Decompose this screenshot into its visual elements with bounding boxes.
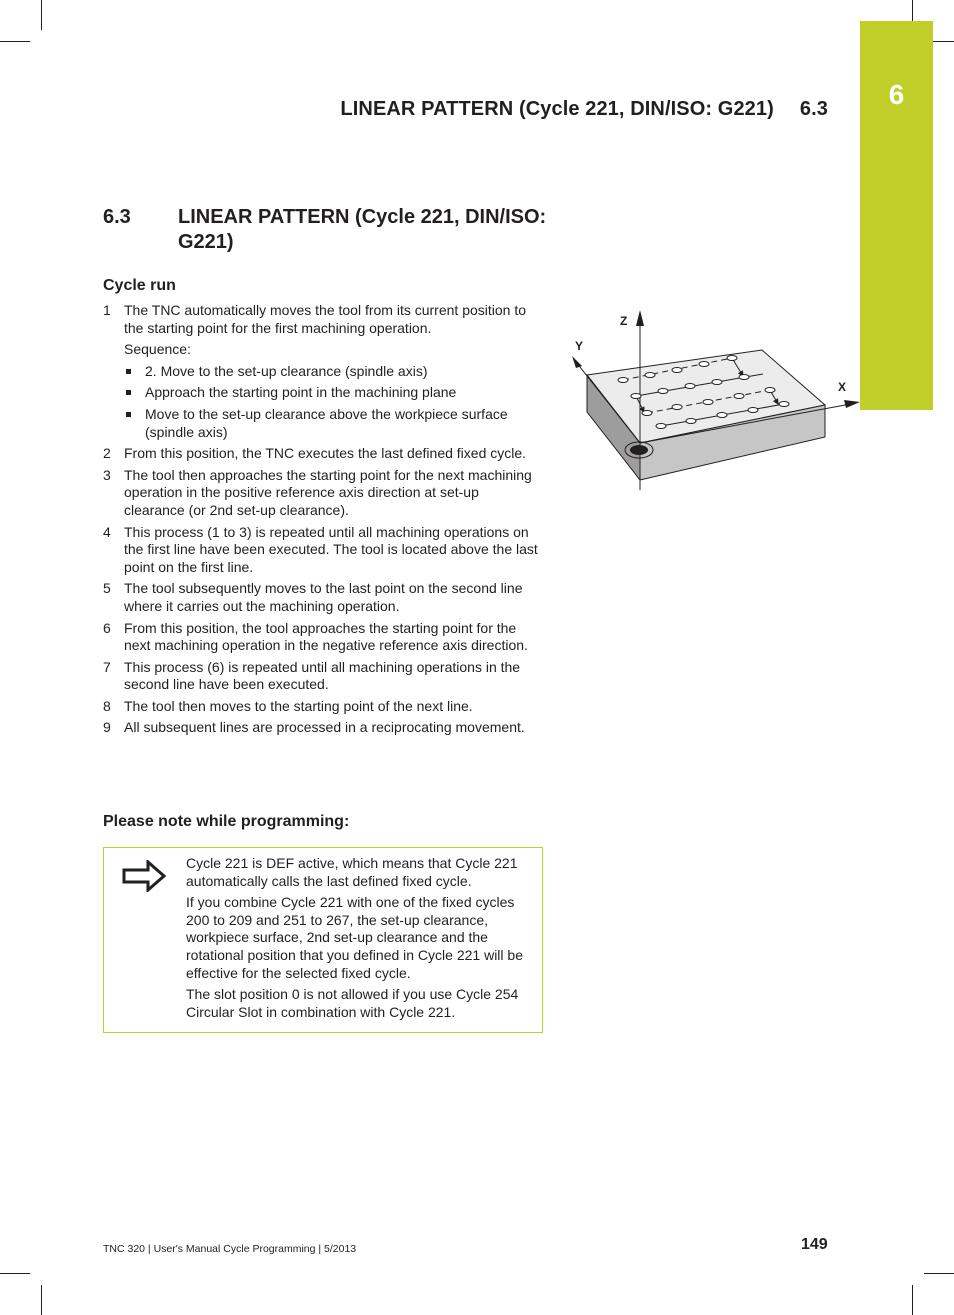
arrow-right-icon xyxy=(122,860,166,892)
step-number: 5 xyxy=(103,580,111,597)
running-header-section: 6.3 xyxy=(799,98,828,120)
step-item xyxy=(103,524,543,577)
running-header-title: LINEAR PATTERN (Cycle 221, DIN/ISO: G221) xyxy=(340,98,774,120)
crop-mark xyxy=(0,41,30,42)
hole xyxy=(699,362,709,367)
step-number: 7 xyxy=(103,658,111,675)
step-number: 2 xyxy=(103,445,111,462)
chapter-tab xyxy=(860,21,933,410)
hole xyxy=(642,411,652,416)
hole xyxy=(748,408,758,413)
step-item xyxy=(103,445,543,463)
step-number: 8 xyxy=(103,697,111,714)
hole xyxy=(734,394,744,399)
hole xyxy=(656,424,666,429)
hole xyxy=(658,389,668,394)
bullet-text: Move to the set-up clearance above the workpiece surface (spindle axis) xyxy=(145,405,508,440)
section-title: LINEAR PATTERN (Cycle 221, DIN/ISO: G221) xyxy=(178,206,547,253)
note-box xyxy=(103,847,543,1033)
sequence-label: Sequence: xyxy=(124,341,191,358)
step-item xyxy=(103,698,543,716)
programming-notes-heading: Please note while programming: xyxy=(103,813,350,830)
footer-text: TNC 320 | User's Manual Cycle Programming | 5/2013 xyxy=(103,1243,357,1255)
hole xyxy=(645,373,655,378)
step-text: From this position, the TNC executes the last defined fixed cycle. xyxy=(124,445,527,462)
note-paragraph: If you combine Cycle 221 with one of the fixed cycles 200 to 209 and 251 to 267, the set-up clearance, workpiece surface, 2nd set-up clearance and the rotational position that you defined in Cycle 221 will be effective for the selected fixed cycle. xyxy=(186,894,523,981)
section-heading xyxy=(103,205,573,255)
hole xyxy=(686,419,696,424)
z-axis-arrow-icon xyxy=(636,310,644,326)
crop-mark xyxy=(41,1285,42,1315)
step-item xyxy=(103,467,543,520)
crop-mark xyxy=(912,1285,913,1315)
bullet-text: 2. Move to the set-up clearance (spindle axis) xyxy=(145,362,428,379)
step-text: This process (6) is repeated until all machining operations in the second line have been executed. xyxy=(124,658,521,693)
hole xyxy=(685,384,695,389)
step-item xyxy=(103,620,543,655)
note-text xyxy=(186,855,536,1025)
bullet-text: Approach the starting point in the machining plane xyxy=(145,384,457,401)
step-text: All subsequent lines are processed in a reciprocating movement. xyxy=(124,719,525,736)
hole xyxy=(618,378,628,383)
y-axis-arrow-icon xyxy=(572,356,582,368)
section-number: 6.3 xyxy=(103,206,131,228)
y-axis-label: Y xyxy=(575,339,584,353)
note-paragraph: The slot position 0 is not allowed if you use Cycle 254 Circular Slot in combination with Cycle 221. xyxy=(186,986,519,1020)
x-axis-label: X xyxy=(838,380,847,394)
bullet-square-icon xyxy=(126,369,131,374)
linear-pattern-figure xyxy=(560,300,860,490)
step-text: The tool subsequently moves to the last point on the second line where it carries out the machining operation. xyxy=(124,580,523,614)
sequence-bullet xyxy=(124,363,543,381)
hole xyxy=(672,368,682,373)
hole xyxy=(631,394,641,399)
step-number: 1 xyxy=(103,302,111,318)
hole xyxy=(739,375,749,380)
step-item xyxy=(103,719,543,737)
sequence-bullet xyxy=(124,384,543,402)
note-paragraph: Cycle 221 is DEF active, which means that Cycle 221 automatically calls the last defined fixed cycle. xyxy=(186,855,518,889)
crop-mark xyxy=(0,1273,30,1274)
step-item xyxy=(103,659,543,694)
step-number: 6 xyxy=(103,619,111,636)
hole xyxy=(727,356,737,361)
step-text: The tool then approaches the starting point for the next machining operation in the positive reference axis direction at set-up clearance (or 2nd set-up clearance). xyxy=(124,466,532,518)
hole xyxy=(779,402,789,407)
bullet-square-icon xyxy=(126,412,131,417)
step-text: The tool then moves to the starting point of the next line. xyxy=(124,697,473,714)
cycle-run-heading: Cycle run xyxy=(103,277,176,294)
crop-mark xyxy=(924,1273,954,1274)
cycle-run-steps xyxy=(103,302,543,741)
step-item xyxy=(103,580,543,615)
hole xyxy=(765,388,775,393)
step-text: This process (1 to 3) is repeated until all machining operations on the first line have been executed. The tool is located above the last point on the first line. xyxy=(124,523,538,575)
start-point-marker xyxy=(630,445,648,455)
bullet-square-icon xyxy=(126,390,131,395)
crop-mark xyxy=(41,0,42,30)
step-text: From this position, the tool approaches the starting point for the next machining operation in the negative reference axis direction. xyxy=(124,619,528,654)
hole xyxy=(717,413,727,418)
z-axis-label: Z xyxy=(620,314,628,328)
running-header xyxy=(340,98,828,121)
x-axis-arrow-icon xyxy=(844,400,860,408)
step-text: The TNC automatically moves the tool from its current position to the starting point for the first machining operation. xyxy=(124,302,527,336)
step-number: 3 xyxy=(103,466,111,483)
chapter-number: 6 xyxy=(888,79,905,110)
step-number: 4 xyxy=(103,523,111,540)
hole xyxy=(703,400,713,405)
step-item xyxy=(103,302,543,441)
hole xyxy=(672,405,682,410)
hole xyxy=(712,380,722,385)
page-number: 149 xyxy=(801,1236,828,1253)
sequence-bullet xyxy=(124,406,543,441)
step-number: 9 xyxy=(103,719,111,736)
